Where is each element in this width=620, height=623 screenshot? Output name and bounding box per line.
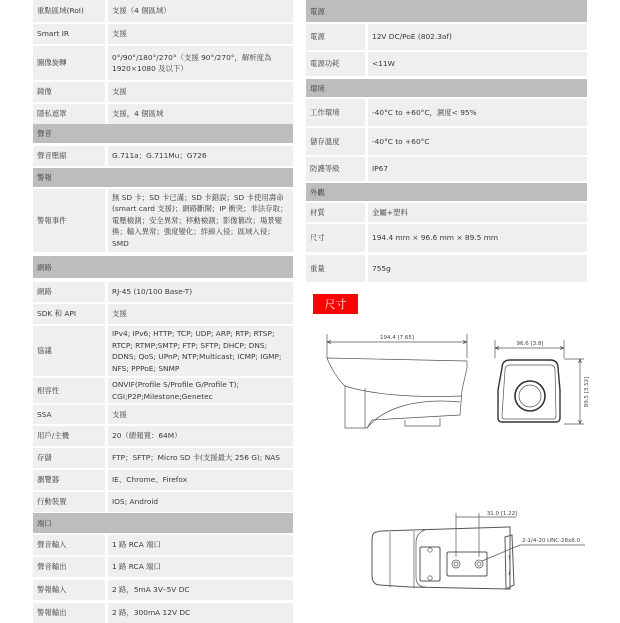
spec-value: 支援 [108,24,293,44]
spec-table-right [306,0,587,285]
spec-value: 支援 [108,304,293,324]
spec-value: IPv4; IPv6; HTTP; TCP; UDP; ARP; RTP; RTSP; RTCP; RTMP;SMTP; FTP; SFTP; DHCP; DNS; DDNS; QoS; UPnP; NTP;Multicast; ICMP; IGMP; NFS; PPPoE; SNMP [108,326,293,376]
spec-label: 聲音壓縮 [33,146,105,166]
spec-value: 2 路，5mA 3V–5V DC [108,580,293,600]
spec-row-alarm-out [33,603,293,623]
spec-table-left [33,0,293,620]
spec-row-sdk-api [33,304,293,324]
spec-value: <11W [368,52,587,76]
spec-value: 1 路 RCA 端口 [108,557,293,577]
spec-label: 警報輸出 [33,603,105,623]
spec-label: 材質 [306,203,365,222]
spec-row-privacy-mask [33,104,293,124]
spec-value: RJ-45 (10/100 Base-T) [108,282,293,302]
camera-bottom-view-drawing [350,505,620,595]
spec-value: 支援 [108,405,293,424]
spec-row-mobile [33,492,293,512]
spec-label: SSA [33,405,105,424]
spec-value: -40°C to +60°C [368,128,587,155]
bottom-thread-label: 2-1/4-20 UNC-28x6.0 [522,538,581,544]
spec-label: Smart IR [33,24,105,44]
spec-row-protocols [33,326,293,376]
spec-label: 行動裝置 [33,492,105,512]
spec-row-power [306,24,587,50]
spec-label: 隱私遮罩 [33,104,105,124]
spec-row-weight [306,255,587,282]
spec-row-audio-in [33,535,293,555]
spec-row-alarm-in [33,580,293,600]
spec-label: 圖像旋轉 [33,46,105,80]
spec-row-network [33,282,293,302]
spec-label: 儲存溫度 [306,128,365,155]
camera-side-view-drawing [310,330,480,430]
spec-row-size [306,224,587,252]
spec-row-smart-ir [33,24,293,44]
front-height-label: 89.5 [3.52] [584,376,590,408]
spec-value: FTP；SFTP；Micro SD 卡(支援最大 256 G); NAS [108,448,293,468]
spec-label: 用戶/主機 [33,426,105,446]
spec-value: ONVIF(Profile S/Profile G/Profile T); CGI;P2P;Milestone;Genetec [108,378,293,403]
spec-label: 聲音輸入 [33,535,105,555]
spec-value: 2 路，300mA 12V DC [108,603,293,623]
spec-row-browser [33,470,293,490]
section-header-audio: 聲音 [33,124,293,143]
spec-label: 瀏覽器 [33,470,105,490]
spec-value: 支援（4 個區域） [108,0,293,22]
spec-label: 工作環境 [306,99,365,126]
spec-label: 警報事件 [33,189,105,252]
camera-front-view-drawing [480,330,620,430]
spec-value: G.711a；G.711Mu；G726 [108,146,293,166]
spec-label: 相容性 [33,378,105,403]
spec-label: 電源 [306,24,365,50]
section-header-alarm: 警報 [33,168,293,187]
section-header-environment: 環境 [306,79,587,97]
spec-value: 支援 [108,82,293,102]
spec-value: 0°/90°/180°/270°（支援 90°/270°，解析度為 1920×1080 及以下） [108,46,293,80]
spec-row-mirror [33,82,293,102]
spec-label: 警報輸入 [33,580,105,600]
spec-value: 12V DC/PoE (802.3af) [368,24,587,50]
spec-value: 194.4 mm × 96.6 mm × 89.5 mm [368,224,587,252]
spec-value: IP67 [368,157,587,181]
spec-row-audio-out [33,557,293,577]
spec-value: 1 路 RCA 端口 [108,535,293,555]
spec-row-operating-env [306,99,587,126]
spec-row-alarm-events [33,189,293,252]
spec-value: IE、Chrome、Firefox [108,470,293,490]
spec-row-material [306,203,587,222]
section-header-appearance: 外觀 [306,183,587,201]
spec-label: 協議 [33,326,105,376]
spec-label: 聲音輸出 [33,557,105,577]
spec-value: IOS; Android [108,492,293,512]
spec-value: 金屬+塑料 [368,203,587,222]
spec-label: 防護等級 [306,157,365,181]
spec-value: 無 SD 卡；SD 卡已滿；SD 卡錯誤；SD 卡使用壽命 (smart card 支援)；網路斷開；IP 衝突；非法存取；電壓檢測；安全異常；移動檢測；影像篡改；場景變換；輸入異常；強度變化；絆線入侵；區域入侵；SMD [108,189,293,252]
bottom-spacing-label: 31.0 [1.22] [486,511,518,517]
spec-label: 電源功耗 [306,52,365,76]
spec-row-power-consumption [306,52,587,76]
section-header-power: 電源 [306,0,587,22]
spec-label: 重量 [306,255,365,282]
spec-row-compatibility [33,378,293,403]
spec-label: 重點區域(RoI) [33,0,105,22]
spec-label: SDK 和 API [33,304,105,324]
section-header-network: 網路 [33,256,293,278]
spec-row-storage-temp [306,128,587,155]
spec-label: 網路 [33,282,105,302]
spec-row-audio-compression [33,146,293,166]
side-length-label: 194.4 [7.65] [379,335,415,341]
spec-value: 20（總頻寬：64M） [108,426,293,446]
spec-value: 支援，4 個區域 [108,104,293,124]
spec-row-users [33,426,293,446]
spec-row-protection [306,157,587,181]
spec-value: -40°C to +60°C，濕度< 95% [368,99,587,126]
spec-label: 尺寸 [306,224,365,252]
spec-value: 755g [368,255,587,282]
dimensions-badge: 尺寸 [313,294,358,314]
spec-row-rotation [33,46,293,80]
spec-label: 鏡像 [33,82,105,102]
spec-label: 存儲 [33,448,105,468]
spec-row-ssa [33,405,293,424]
front-width-label: 96.6 [3.8] [516,341,544,347]
section-header-ports: 端口 [33,513,293,533]
spec-row-roi [33,0,293,22]
spec-row-storage [33,448,293,468]
